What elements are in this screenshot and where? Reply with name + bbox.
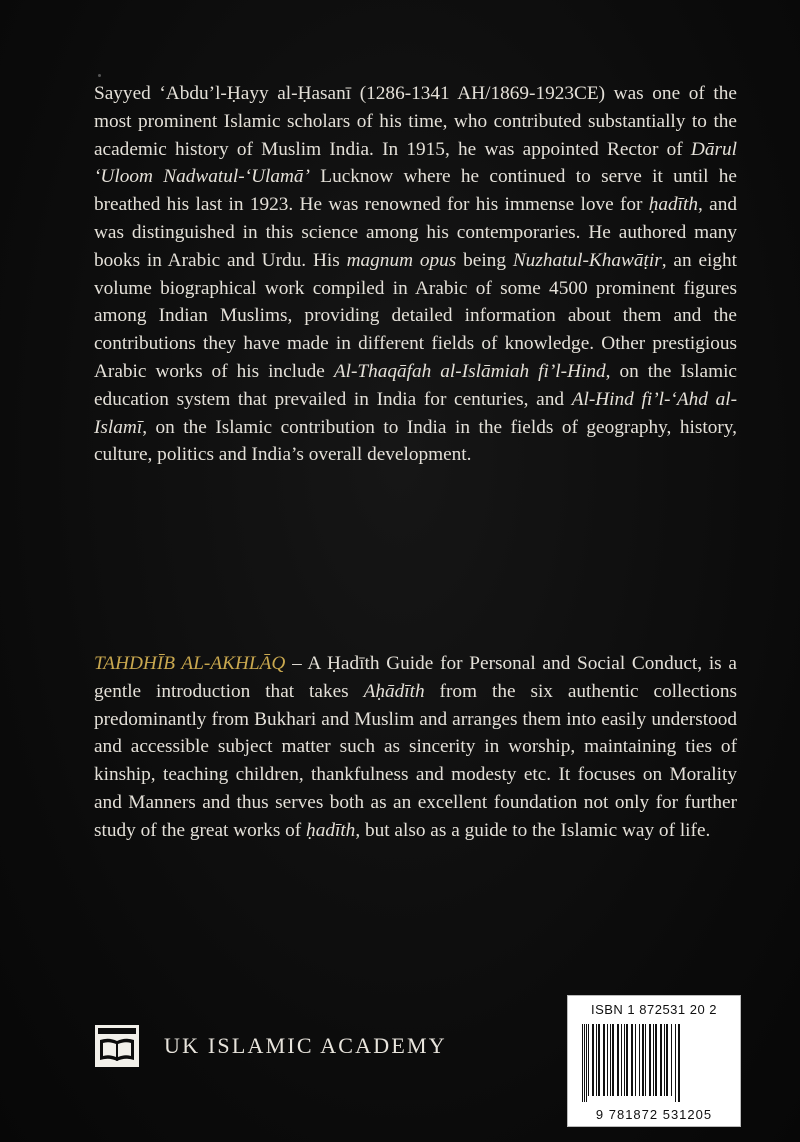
book-description [94, 650, 737, 845]
italic-run: ḥadīth [648, 194, 699, 216]
isbn-barcode [567, 995, 741, 1127]
barcode-bar [639, 1024, 640, 1096]
text-run: – A Ḥadīth Guide for Personal and Social Conduct, is a gentle introduction that takes [94, 653, 737, 702]
open-book-logo-icon [94, 1024, 140, 1068]
text-run: being [456, 249, 513, 271]
barcode-bar [588, 1024, 589, 1096]
publisher-name: UK ISLAMIC ACADEMY [164, 1033, 447, 1058]
barcode-bars [580, 1024, 728, 1102]
isbn-label: ISBN 1 872531 20 2 [590, 1002, 718, 1017]
italic-run: ḥadīth [306, 819, 356, 841]
barcode-bar [626, 1024, 628, 1096]
barcode-bar [664, 1024, 665, 1096]
text-run: , an eight volume biographical work compiled in Arabic of some 4500 prominent figures among Indian Muslims, providing detailed information about them and the contributions they have made in different fields of knowledge. Other prestigious Arabic works of his include [94, 249, 737, 382]
barcode-bar [655, 1024, 657, 1096]
italic-run: Nuzhatul-Khawāṭir [512, 249, 662, 271]
italic-run: Al-Hind fi’l-‘Ahd al-Islamī [94, 388, 737, 438]
italic-run: Al-Thaqāfah al-Islāmiah fi’l-Hind [333, 360, 606, 382]
text-run: from the six authentic collections predominantly from Bukhari and Muslim and arranges them into easily understood and accessible subject matter such as sincerity in worship, maintaining ties of kinship, teaching children, thankfulness and modesty etc. It focuses on Morality and Manners and thus serves both as an excellent foundation not only for further study of the great works of [94, 680, 737, 841]
italic-run: magnum opus [346, 249, 457, 271]
text-run: , but also as a guide to the Islamic way of life. [355, 819, 711, 841]
book-title: TAHDHĪB AL-AKHLĀQ [94, 653, 286, 674]
barcode-bar [675, 1024, 676, 1102]
barcode-bar [598, 1024, 600, 1096]
barcode-bar [586, 1024, 587, 1102]
barcode-bar [607, 1024, 608, 1096]
barcode-bar [617, 1024, 619, 1096]
barcode-bar [592, 1024, 594, 1096]
barcode-bar [642, 1024, 644, 1096]
print-speck [98, 74, 101, 77]
description-paragraph [94, 650, 737, 845]
publisher-block [94, 1022, 447, 1070]
barcode-bar [666, 1024, 668, 1096]
barcode-bar [645, 1024, 646, 1096]
biography-paragraph [94, 80, 737, 469]
barcode-bar [660, 1024, 662, 1096]
text-run: Sayyed ‘Abdu’l-Ḥayy al-Ḥasanī (1286-1341 AH/1869-1923CE) was one of the most prominent Islamic scholars of his time, who contributed substantially to the academic history of Muslim India. In 1915, he was appointed Rector of [94, 83, 737, 160]
text-run: , on the Islamic contribution to India in the fields of geography, history, culture, politics and India’s overall development. [94, 416, 737, 466]
barcode-bar [671, 1024, 672, 1096]
barcode-bar [582, 1024, 583, 1102]
barcode-bar [621, 1024, 622, 1096]
barcode-bar [584, 1024, 585, 1102]
italic-run: Aḥādīth [363, 680, 425, 702]
barcode-digits: 9 781872 531205 [595, 1107, 713, 1122]
text-run: , and was distinguished in this science among his contemporaries. He authored many books in Arabic and Urdu. His [94, 194, 737, 271]
barcode-bar [612, 1024, 614, 1096]
italic-run: Dārul ‘Uloom Nadwatul-‘Ulamā’ [94, 138, 737, 188]
barcode-bar [631, 1024, 633, 1096]
barcode-bar [603, 1024, 605, 1096]
barcode-bar [649, 1024, 651, 1096]
barcode-bar [610, 1024, 611, 1096]
barcode-bar [596, 1024, 597, 1096]
barcode-bar [653, 1024, 654, 1096]
barcode-bar [678, 1024, 680, 1102]
barcode-bar [624, 1024, 625, 1096]
barcode-bar [635, 1024, 636, 1096]
text-run: Lucknow where he continued to serve it until he breathed his last in 1923. He was renowned for his immense love for [94, 166, 737, 216]
author-biography [94, 80, 737, 469]
text-run: , on the Islamic education system that prevailed in India for centuries, and [94, 360, 737, 410]
